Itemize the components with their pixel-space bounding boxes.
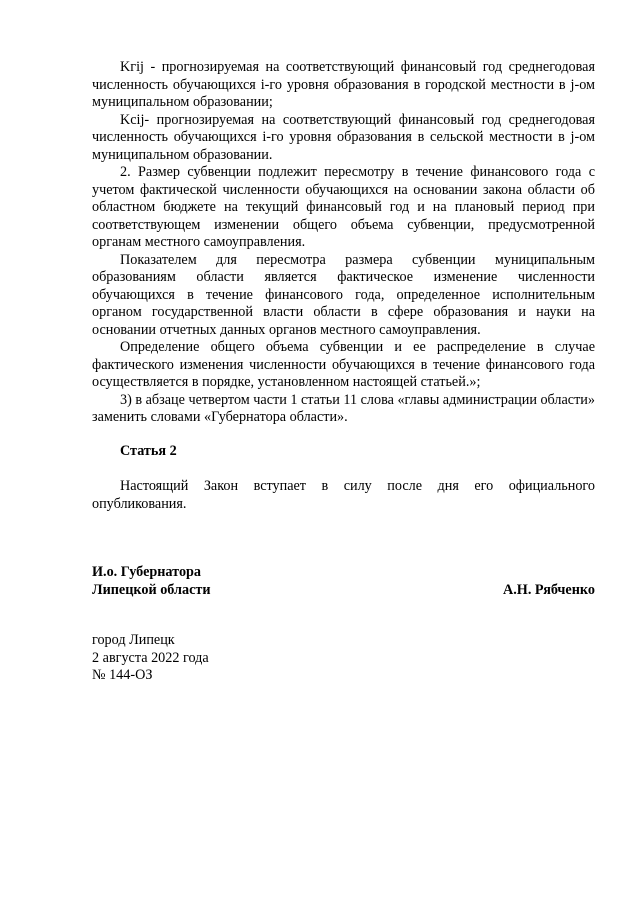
signatory-title: И.о. Губернатора xyxy=(92,564,202,580)
date: 2 августа 2022 года xyxy=(92,649,209,666)
paragraph-item-3: 3) в абзаце четвертом части 1 статьи 11 слова «главы администрации области» заменить словами «Губернатора области». xyxy=(92,391,595,425)
signatory-name: А.Н. Рябченко xyxy=(502,581,595,598)
document-footer xyxy=(92,632,209,685)
paragraph-determination: Определение общего объема субвенции и ее распределение в случае фактического изменения численности обучающихся в течение финансового года осуществляется в порядке, установленном настоящей статьей.»; xyxy=(92,339,595,390)
law-number: № 144-ОЗ xyxy=(92,667,153,683)
city: город Липецк xyxy=(92,632,175,648)
body-text xyxy=(92,59,595,427)
article-heading: Статья 2 xyxy=(120,443,177,459)
paragraph-kg: Kгij - прогнозируемая на соответствующий финансовый год среднегодовая численность обучающихся i-го уровня образования в городской местности в j-ом муниципальном образовании; xyxy=(92,59,595,110)
paragraph-item-2: 2. Размер субвенции подлежит пересмотру в течение финансового года с учетом фактической численности обучающихся на основании закона области об областном бюджете на текущий финансовый год и на плановый период при соответствующем изменении общего объема субвенции, предусмотренной органам местного самоуправления. xyxy=(92,164,595,250)
paragraph-ks: Kсij- прогнозируемая на соответствующий финансовый год среднегодовая численность обучающихся i-го уровня образования в сельской местности в j-ом муниципальном образовании. xyxy=(92,111,595,163)
signatory-region: Липецкой области xyxy=(92,581,211,598)
article-text: Настоящий Закон вступает в силу после дня его официального опубликования. xyxy=(92,478,595,512)
signature-block xyxy=(92,564,595,599)
paragraph-indicator: Показателем для пересмотра размера субвенции муниципальным образованиям области является фактическое изменение численности обучающихся в течение финансового года, определенное исполнительным органом государственной власти области в сфере образования и науки на основании отчетных данных органов местного самоуправления. xyxy=(92,251,595,338)
